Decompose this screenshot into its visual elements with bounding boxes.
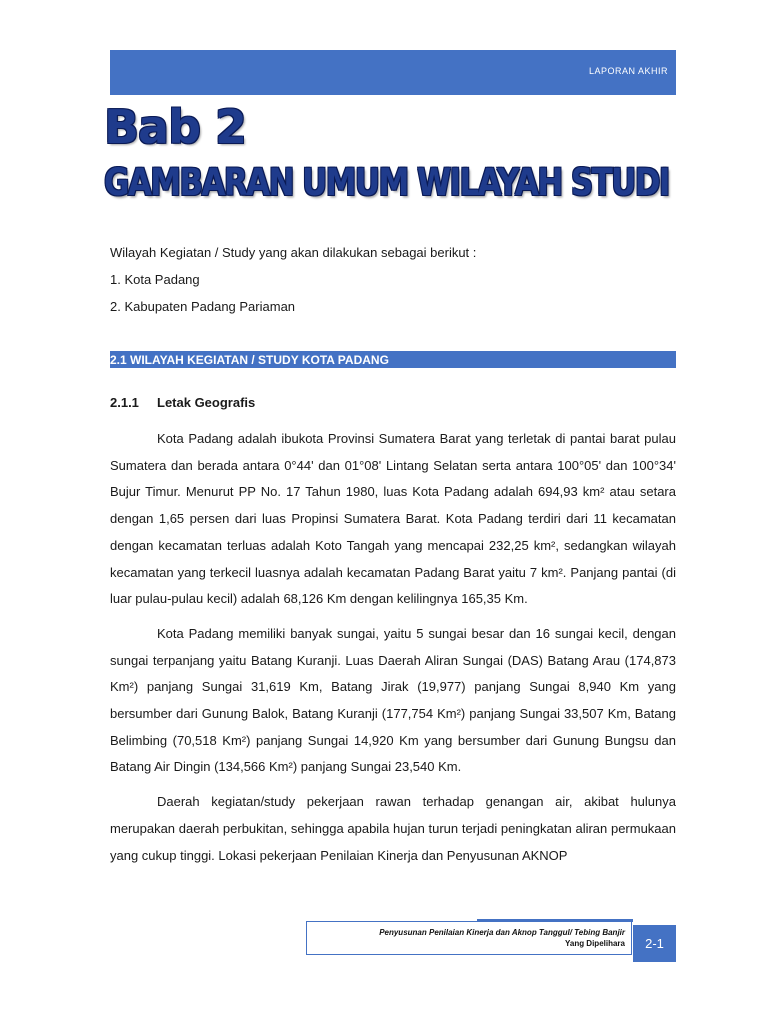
chapter-title: GAMBARAN UMUM WILAYAH STUDI — [104, 161, 669, 205]
subsection-title: Letak Geografis — [157, 395, 256, 410]
body-text — [110, 426, 676, 877]
footer-accent-line — [477, 919, 633, 922]
footer-title-line: Penyusunan Penilaian Kinerja dan Aknop Tanggul/ Tebing Banjir — [379, 928, 625, 937]
intro-list-item: 2. Kabupaten Padang Pariaman — [110, 299, 296, 314]
section-heading: 2.1 WILAYAH KEGIATAN / STUDY KOTA PADANG — [110, 353, 389, 367]
footer-title — [309, 927, 625, 949]
intro-list-item: 1. Kota Padang — [110, 272, 200, 287]
footer-title-line: Yang Dipelihara — [564, 939, 625, 948]
body-paragraph: Daerah kegiatan/study pekerjaan rawan terhadap genangan air, akibat hulunya merupakan daerah perbukitan, sehingga apabila hujan turun terjadi peningkatan aliran permukaan yang cukup tinggi. Lokasi pekerjaan Penilaian Kinerja dan Penyusunan AKNOP — [110, 794, 676, 863]
intro-lead: Wilayah Kegiatan / Study yang akan dilakukan sebagai berikut : — [110, 245, 477, 260]
subsection-number: 2.1.1 — [110, 395, 139, 410]
subsection-heading — [110, 395, 255, 410]
page-number-box — [633, 925, 676, 962]
section-heading-bar — [110, 351, 676, 368]
header-bar — [110, 50, 676, 95]
page-number: 2-1 — [645, 936, 664, 951]
footer-title-box — [306, 921, 632, 955]
body-paragraph: Kota Padang adalah ibukota Provinsi Sumatera Barat yang terletak di pantai barat pulau Sumatera dan berada antara 0°44' dan 01°08' Lintang Selatan serta antara 100°05' dan 100°34' Bujur Timur. Menurut PP No. 17 Tahun 1980, luas Kota Padang adalah 694,93 km² atau setara dengan 1,65 persen dari luas Propinsi Sumatera Barat. Kota Padang terdiri dari 11 kecamatan dengan kecamatan terluas adalah Koto Tangah yang mencapai 232,25 km², sedangkan wilayah kecamatan yang terkecil luasnya adalah kecamatan Padang Barat yaitu 7 km². Panjang pantai (di luar pulau-pulau kecil) adalah 68,126 Km dengan kelilingnya 165,35 Km. — [110, 431, 676, 607]
chapter-number: Bab 2 — [104, 100, 247, 154]
header-label: LAPORAN AKHIR — [588, 66, 668, 76]
body-paragraph: Kota Padang memiliki banyak sungai, yaitu 5 sungai besar dan 16 sungai kecil, dengan sungai terpanjang yaitu Batang Kuranji. Luas Daerah Aliran Sungai (DAS) Batang Arau (174,873 Km²) panjang Sungai 31,619 Km, Batang Jirak (19,977) panjang Sungai 8,940 Km yang bersumber dari Gunung Balok, Batang Kuranji (177,754 Km²) panjang Sungai 33,507 Km, Batang Belimbing (70,518 Km²) panjang Sungai 14,920 Km yang bersumber dari Gunung Bungsu dan Batang Air Dingin (134,566 Km²) panjang Sungai 23,540 Km. — [110, 625, 676, 775]
intro-block — [110, 244, 676, 325]
